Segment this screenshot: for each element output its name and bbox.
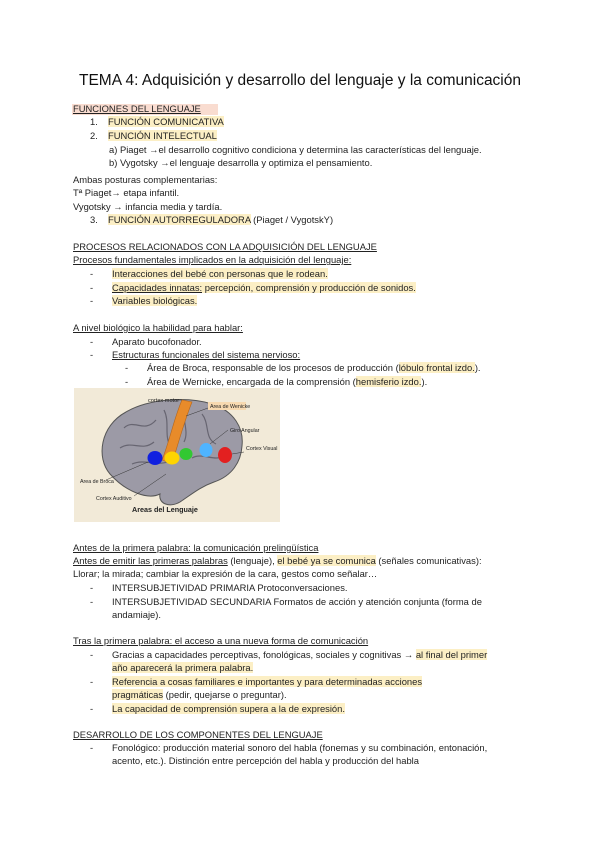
funcion-2-a: a) Piaget →el desarrollo cognitivo condiciona y determina las características del lenguaje. xyxy=(109,144,482,155)
tras-bullet-2: - Referencia a cosas familiares e importantes y para determinadas acciones xyxy=(90,676,423,687)
wernicke-line: - Área de Wernicke, encargada de la comprensión (hemisferio izdo.). xyxy=(125,376,428,387)
procesos-bullet-3: - Variables biológicas. xyxy=(90,295,198,306)
intersubjetividad-secundaria-cont: andamiaje). xyxy=(112,609,161,620)
label-area-wernicke: Area de Wenicke xyxy=(210,404,251,410)
fonologico-line: - Fonológico: producción material sonoro del habla (fonemas y su combinación, entonación, xyxy=(90,742,488,753)
biologico-bullet-2: - Estructuras funcionales del sistema nervioso: xyxy=(90,349,301,360)
biologico-bullet-1: - Aparato bucofonador. xyxy=(90,336,202,347)
vygotsky-line: Vygotsky → infancia media y tardía. xyxy=(73,201,223,212)
tras-bullet-3: - La capacidad de comprensión supera a la de expresión. xyxy=(90,703,345,714)
figure-caption: Areas del Lenguaje xyxy=(132,505,198,514)
intersubjetividad-primaria: - INTERSUBJETIVIDAD PRIMARIA Protoconversaciones. xyxy=(90,582,348,593)
prelinguistica-heading: Antes de la primera palabra: la comunicación prelingüística xyxy=(73,542,319,553)
brain-language-areas-figure xyxy=(74,388,280,522)
tras-bullet-1: - Gracias a capacidades perceptivas, fonológicas, sociales y cognitivas → al final del primer xyxy=(90,649,488,660)
funcion-2: 2. FUNCIÓN INTELECTUAL xyxy=(90,130,217,141)
procesos-heading: PROCESOS RELACIONADOS CON LA ADQUISICIÓN DEL LENGUAJE xyxy=(73,241,377,252)
label-area-broca: Area de Broca xyxy=(80,479,114,485)
procesos-bullet-1: - Interacciones del bebé con personas que le rodean. xyxy=(90,268,328,279)
label-cortex-visual: Cortex Visual xyxy=(246,446,278,452)
funciones-heading: FUNCIONES DEL LENGUAJE xyxy=(73,103,201,114)
funcion-2-b: b) Vygotsky →el lenguaje desarrolla y optimiza el pensamiento. xyxy=(109,157,373,168)
page-title: TEMA 4: Adquisición y desarrollo del lenguaje y la comunicación xyxy=(79,72,521,89)
ambas-posturas: Ambas posturas complementarias: xyxy=(73,174,218,185)
funcion-3: 3. FUNCIÓN AUTORREGULADORA (Piaget / VygotskY) xyxy=(90,214,334,225)
fonologico-line-cont: acento, etc.). Distinción entre percepción del habla y producción del habla xyxy=(112,755,419,766)
intersubjetividad-secundaria: - INTERSUBJETIVIDAD SECUNDARIA Formatos de acción y atención conjunta (forma de xyxy=(90,596,482,607)
procesos-sub: Procesos fundamentales implicados en la adquisición del lenguaje: xyxy=(73,254,352,265)
piaget-line: Tª Piaget→ etapa infantil. xyxy=(73,187,180,198)
prelinguistica-line-1: Antes de emitir las primeras palabras (lenguaje), el bebé ya se comunica (señales comunicativas): xyxy=(73,555,482,566)
broca-line: - Área de Broca, responsable de los procesos de producción (lóbulo frontal izdo.). xyxy=(125,362,481,373)
desarrollo-heading: DESARROLLO DE LOS COMPONENTES DEL LENGUAJE xyxy=(73,729,323,740)
procesos-bullet-2: - Capacidades innatas: percepción, comprensión y producción de sonidos. xyxy=(90,282,416,293)
prelinguistica-line-2: Llorar; la mirada; cambiar la expresión de la cara, gestos como señalar… xyxy=(73,568,378,579)
label-giro-angular: Giro Angular xyxy=(230,428,260,434)
funcion-1: 1. FUNCIÓN COMUNICATIVA xyxy=(90,116,224,127)
tras-heading: Tras la primera palabra: el acceso a una nueva forma de comunicación xyxy=(73,635,369,646)
label-cortex-motor: cortex motor xyxy=(148,398,180,404)
biologico-heading: A nivel biológico la habilidad para hablar: xyxy=(73,322,243,333)
label-cortex-auditivo: Cortex Auditivo xyxy=(96,496,132,502)
tras-bullet-2-cont: pragmáticas (pedir, quejarse o preguntar). xyxy=(112,689,287,700)
tras-bullet-1-cont: año aparecerá la primera palabra. xyxy=(112,662,254,673)
